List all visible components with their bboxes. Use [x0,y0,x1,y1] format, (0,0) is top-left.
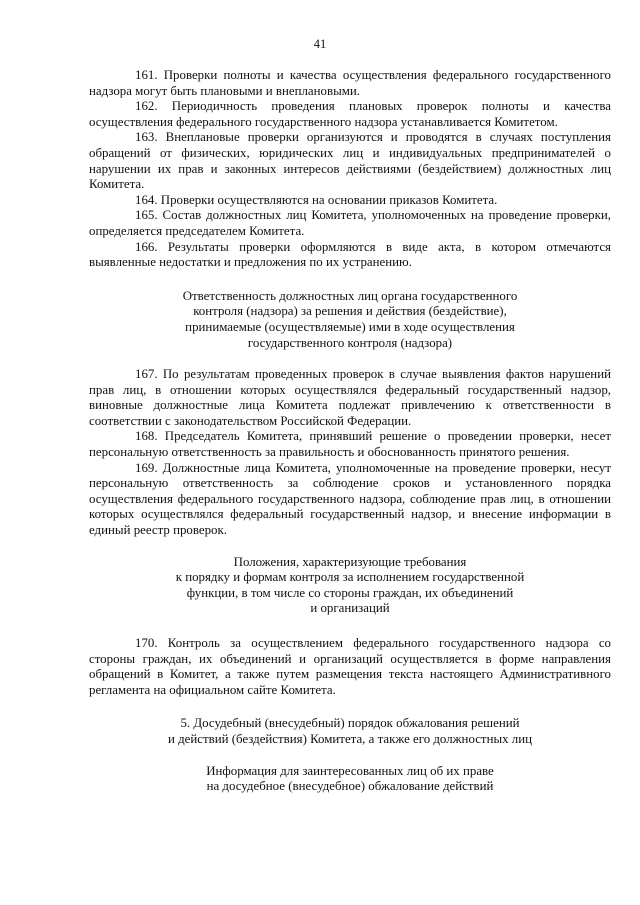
heading-line: Ответственность должностных лиц органа государственного [182,288,518,303]
heading-line: и действий (бездействия) Комитета, а также его должностных лиц [167,731,533,746]
paragraph-162: 162. Периодичность проведения плановых проверок полноты и качества осуществления федерального государственного надзора устанавливается Комитетом. [89,99,611,129]
section-heading-control-requirements [89,555,611,617]
page-number: 41 [313,37,327,51]
paragraph-161: 161. Проверки полноты и качества осуществления федерального государственного надзора могут быть плановыми и внеплановыми. [89,68,611,98]
heading-line: и организаций [310,601,390,616]
paragraph-166: 166. Результаты проверки оформляются в виде акта, в котором отмечаются выявленные недостатки и предложения по их устранению. [89,239,611,270]
heading-line: к порядку и формам контроля за исполнением государственной [175,570,525,585]
paragraph-165: 165. Состав должностных лиц Комитета, уполномоченных на проведение проверки, определяется председателем Комитета. [89,208,611,238]
heading-line: принимаемые (осуществляемые) ими в ходе осуществления [185,319,515,334]
heading-line: государственного контроля (надзора) [247,335,453,350]
paragraph-167: 167. По результатам проведенных проверок в случае выявления фактов нарушений прав лиц, в отношении которых осуществлялся федеральный государственный надзор, виновные должностные лица Комитета подлежат привлечению к ответственности в соответствии с законодательством Российской Федерации. [89,367,611,428]
heading-line: на досудебное (внесудебное) обжалование действий [206,779,494,794]
document-body [89,68,611,795]
paragraph-170: 170. Контроль за осуществлением федерального государственного надзора со стороны граждан, их объединений и организаций осуществляется в форме направления обращений в Комитет, а также путем размещения текста настоящего Административного регламента на официальном сайте Комитета. [89,636,611,697]
heading-line: 5. Досудебный (внесудебный) порядок обжалования решений [180,716,520,731]
section-heading-pretrial-appeal [89,716,611,747]
heading-line: контроля (надзора) за решения и действия (бездействие), [193,304,507,319]
heading-line: Положения, характеризующие требования [233,554,467,569]
section-heading-responsibility [89,289,611,351]
heading-line: Информация для заинтересованных лиц об их праве [206,763,494,778]
heading-line: функции, в том числе со стороны граждан, их объединений [186,585,514,600]
paragraph-168: 168. Председатель Комитета, принявший решение о проведении проверки, несет персональную ответственность за правильность и обоснованность принятого решения. [89,429,611,460]
paragraph-164: 164. Проверки осуществляются на основании приказов Комитета. [135,192,498,207]
paragraph-169: 169. Должностные лица Комитета, уполномоченные на проведение проверки, несут персональную ответственность за соблюдение сроков и установленного порядка осуществления федерального государственного надзора, соблюдение прав лиц, в отношении которых осуществлялся федеральный государственный надзор, и внесение информации в единый реестр проверок. [89,460,611,538]
paragraph-163: 163. Внеплановые проверки организуются и проводятся в случаях поступления обращений от физических, юридических лиц и индивидуальных предпринимателей о нарушении их прав и законных интересов действиями (бездействием) должностных лиц Комитета. [89,130,611,192]
section-heading-information [89,764,611,795]
